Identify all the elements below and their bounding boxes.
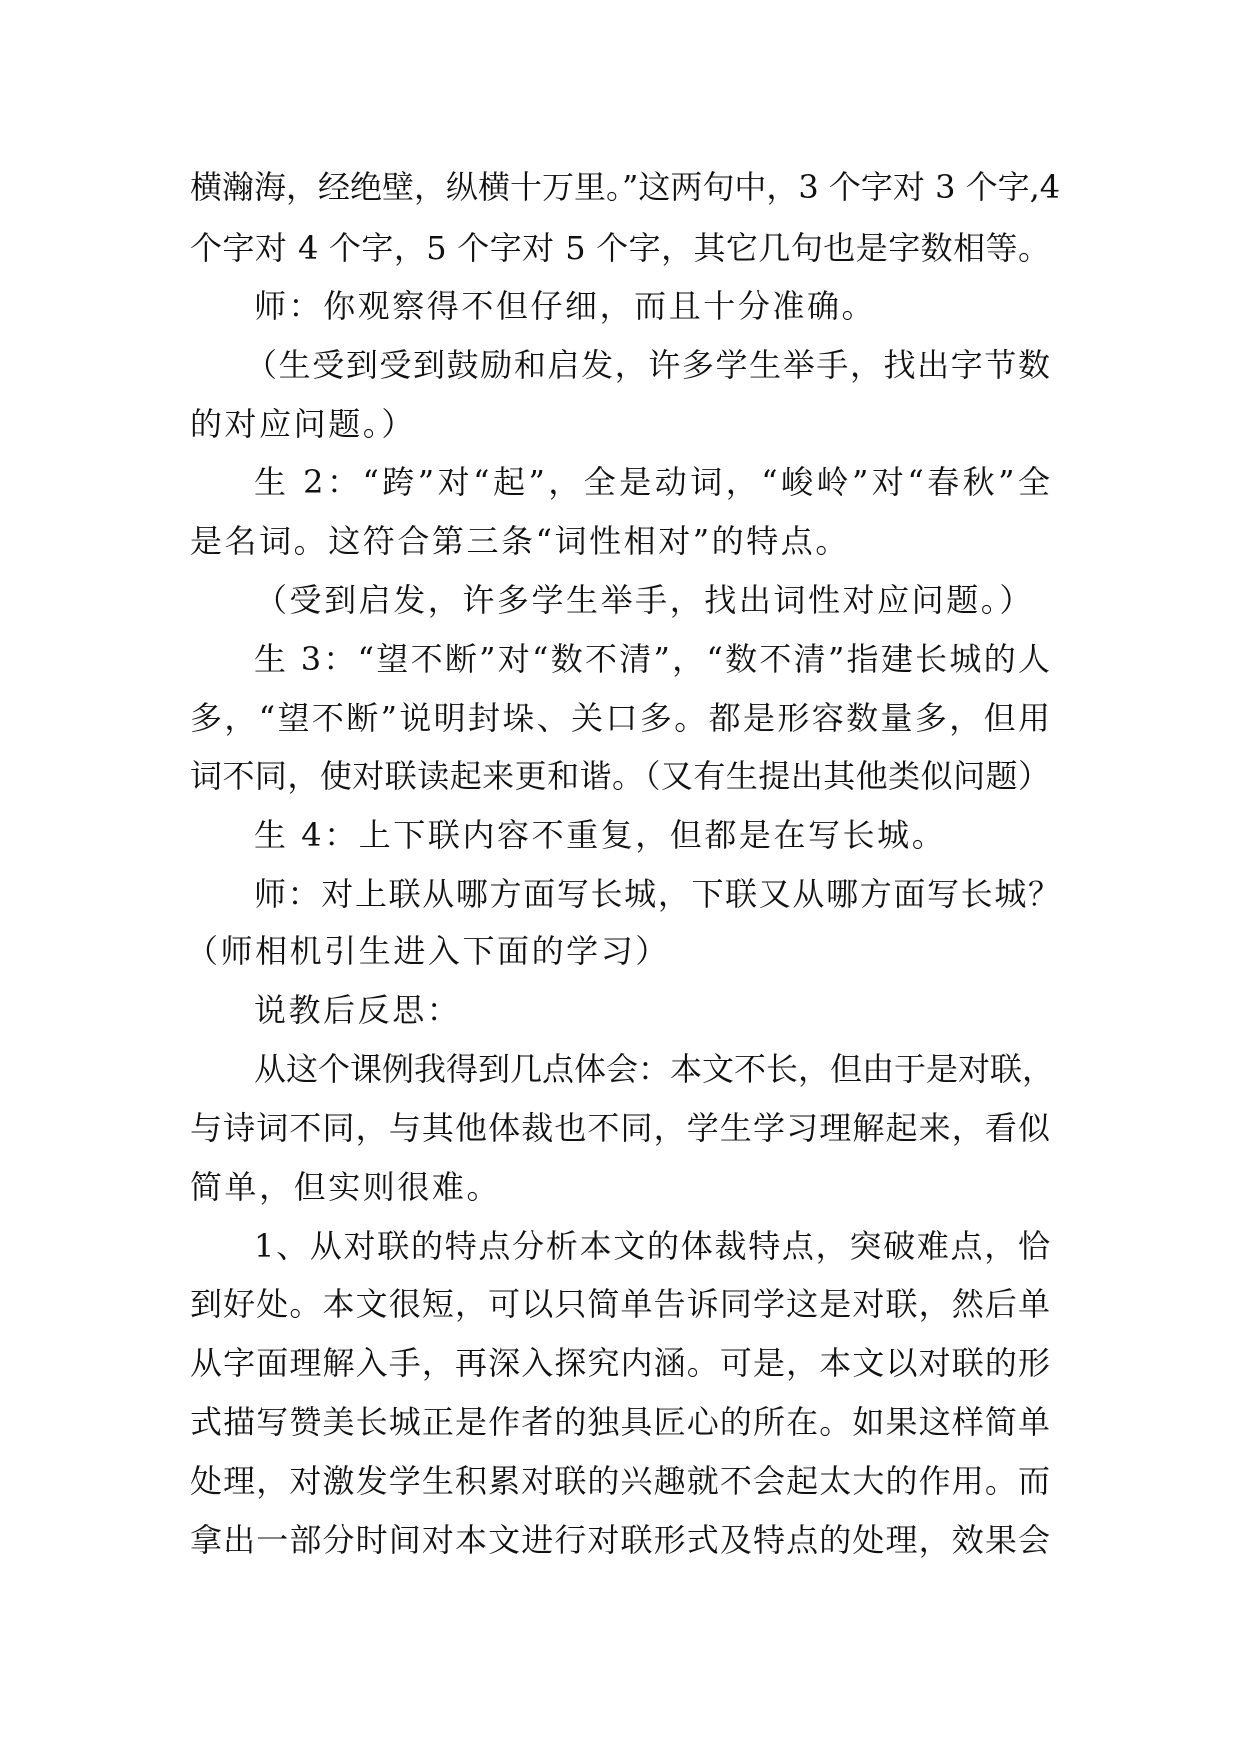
text-line: 生 2：“跨”对“起”，全是动词，“峻岭”对“春秋”全 <box>254 463 1050 501</box>
text-line: 生 4：上下联内容不重复，但都是在写长城。 <box>254 816 947 854</box>
text-line: 处理，对激发学生积累对联的兴趣就不会起太大的作用。而 <box>190 1462 1050 1500</box>
text-line: （受到启发，许多学生举手，找出词性对应问题。） <box>255 581 1034 619</box>
text-line: 拿出一部分时间对本文进行对联形式及特点的处理，效果会 <box>190 1521 1050 1559</box>
text-line: （生受到受到鼓励和启发，许多学生举手，找出字节数 <box>245 346 1050 384</box>
text-line: 简单，但实则很难。 <box>190 1168 502 1206</box>
text-line: 词不同，使对联读起来更和谐。（又有生提出其他类似问题） <box>190 757 1050 795</box>
text-line: 师：你观察得不但仔细，而且十分准确。 <box>254 287 877 325</box>
text-line: 多，“望不断”说明封垛、关口多。都是形容数量多，但用 <box>190 699 1050 737</box>
text-line: 式描写赞美长城正是作者的独具匠心的所在。如果这样简单 <box>190 1403 1050 1441</box>
text-line: 个字对 4 个字，5 个字对 5 个字，其它几句也是字数相等。 <box>190 229 1050 267</box>
text-line: 生 3：“望不断”对“数不清”，“数不清”指建长城的人 <box>254 640 1050 678</box>
text-line: 师：对上联从哪方面写长城，下联又从哪方面写长城？ <box>254 875 1060 913</box>
text-line: （师相机引生进入下面的学习） <box>186 932 670 970</box>
text-line: 从这个课例我得到几点体会：本文不长，但由于是对联， <box>254 1050 1055 1088</box>
text-line: 1、从对联的特点分析本文的体裁特点，突破难点，恰 <box>254 1227 1050 1265</box>
text-line: 从字面理解入手，再深入探究内涵。可是，本文以对联的形 <box>190 1344 1050 1382</box>
text-line: 说教后反思： <box>254 991 462 1029</box>
text-line: 与诗词不同，与其他体裁也不同，学生学习理解起来，看似 <box>190 1109 1050 1147</box>
text-line: 的对应问题。） <box>190 405 416 443</box>
text-line: 横瀚海，经绝壁，纵横十万里。”这两句中，3 个字对 3 个字,4 <box>190 168 1061 206</box>
text-line: 到好处。本文很短，可以只简单告诉同学这是对联，然后单 <box>190 1285 1050 1323</box>
text-line: 是名词。这符合第三条“词性相对”的特点。 <box>190 522 850 560</box>
